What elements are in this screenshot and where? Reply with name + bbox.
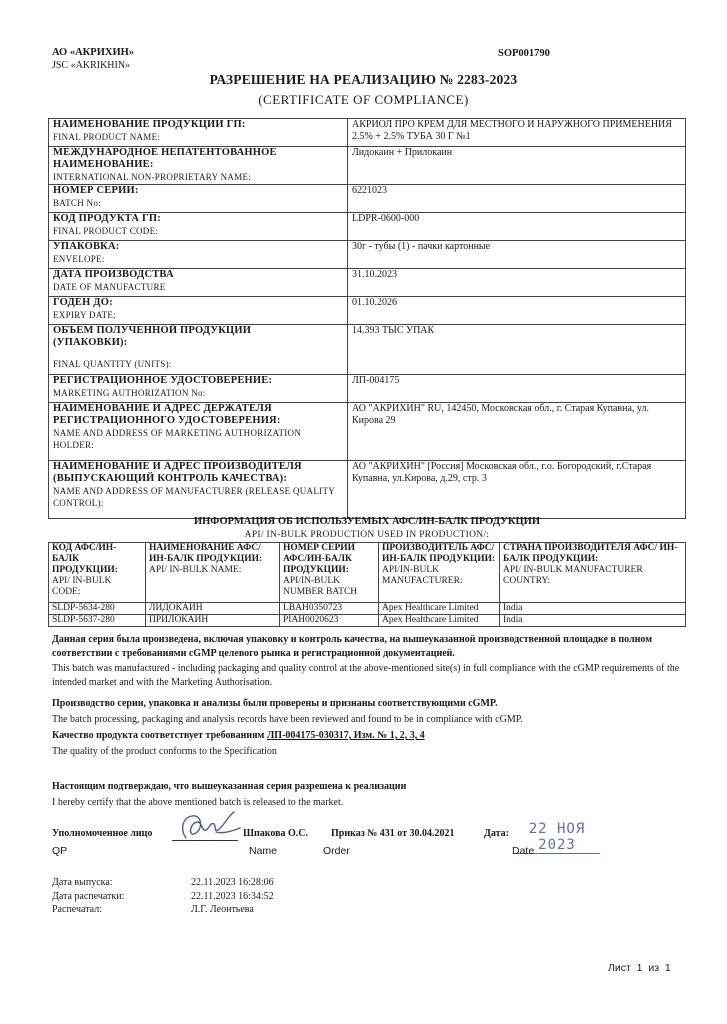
field-label-ru: НАИМЕНОВАНИЕ И АДРЕС ПРОИЗВОДИТЕЛЯ (ВЫПУСКАЮЩИЙ КОНТРОЛЬ КАЧЕСТВА):	[53, 461, 302, 484]
printed-by-value: Л.Г. Леонтьева	[191, 904, 254, 915]
statement-manufacture-ru: Данная серия была произведена, включая упаковку и контроль качества, на вышеуказанной производственной площадке в полном соответствии с требованиями cGMP целевого рынка и регистрационной документацией.	[52, 634, 652, 659]
api-table	[48, 542, 686, 627]
table-row	[49, 119, 686, 147]
header-ru: НАИМЕНОВАНИЕ АФС/ИН-БАЛК ПРОДУКЦИИ:	[149, 543, 263, 564]
statement-quality-en: The quality of the product conforms to the Specification	[52, 746, 277, 757]
field-label-en: BATCH No:	[53, 198, 101, 208]
statement-review-ru: Производство серии, упаковка и анализы были проверены и признаны соответствующими cGMP.	[52, 698, 498, 709]
document-title-ru: РАЗРЕШЕНИЕ НА РЕАЛИЗАЦИЮ № 2283-2023	[209, 72, 518, 87]
api-header-manufacturer	[379, 543, 500, 603]
handwritten-signature	[176, 808, 246, 844]
header-ru: ПРОИЗВОДИТЕЛЬ АФС/ ИН-БАЛК ПРОДУКЦИИ:	[382, 543, 496, 564]
field-label-ru: НАИМЕНОВАНИЕ ПРОДУКЦИИ ГП:	[53, 119, 246, 130]
field-value: АО "АКРИХИН" [Россия] Московская обл., г.о. Богородский, г.Старая Купавна, ул.Кирова, д.29, стр. 3	[348, 461, 686, 519]
api-cell: ЛИДОКАИН	[146, 603, 280, 615]
field-label-ru: РЕГИСТРАЦИОННОЕ УДОСТОВЕРЕНИЕ:	[53, 375, 273, 386]
qp-label: Уполномоченное лицо	[52, 828, 153, 839]
table-row	[49, 403, 686, 461]
table-row	[49, 615, 686, 627]
qp-label-en: QP	[52, 845, 68, 857]
date-label-en: Date	[512, 845, 535, 857]
field-label-en: DATE OF MANUFACTURE	[53, 282, 166, 292]
header-ru: КОД АФС/ИН-БАЛК ПРОДУКЦИИ:	[52, 543, 118, 575]
api-header-code	[49, 543, 146, 603]
field-value: 30г - тубы (1) - пачки картонные	[348, 241, 686, 269]
table-row	[49, 325, 686, 375]
api-header-name	[146, 543, 280, 603]
field-label-ru: УПАКОВКА:	[53, 241, 120, 252]
field-label-en: NAME AND ADDRESS OF MANUFACTURER (RELEASE QUALITY CONTROL):	[53, 486, 335, 508]
field-value: ЛП-004175	[348, 375, 686, 403]
release-date-label: Дата выпуска:	[52, 877, 113, 888]
document-code: SOP001790	[498, 48, 550, 59]
table-row	[49, 185, 686, 213]
field-value: 6221023	[348, 185, 686, 213]
header-en: API/ IN-BULK CODE:	[52, 576, 112, 597]
field-label-en: EXPIRY DATE:	[53, 310, 117, 320]
field-value: Лидокаин + Прилокаин	[348, 147, 686, 185]
field-label-ru: НАИМЕНОВАНИЕ И АДРЕС ДЕРЖАТЕЛЯ РЕГИСТРАЦИОННОГО УДОСТОВЕРЕНИЯ:	[53, 403, 281, 426]
field-label-ru: МЕЖДУНАРОДНОЕ НЕПАТЕНТОВАННОЕ НАИМЕНОВАНИЕ:	[53, 147, 277, 170]
field-value: LDPR-0600-000	[348, 213, 686, 241]
field-label-ru: НОМЕР СЕРИИ:	[53, 185, 139, 196]
api-header-batch	[280, 543, 379, 603]
api-cell: Apex Healthcare Limited	[379, 603, 500, 615]
api-header-country	[500, 543, 686, 603]
api-section-title-en: API/ IN-BULK PRODUCTION USED IN PRODUCTION/:	[244, 530, 490, 540]
product-info-table	[48, 118, 686, 519]
table-row	[49, 375, 686, 403]
table-row	[49, 269, 686, 297]
order-reference: Приказ № 431 от 30.04.2021	[331, 828, 455, 839]
field-label-ru: ДАТА ПРОИЗВОДСТВА	[53, 269, 174, 280]
name-label-en: Name	[249, 845, 278, 857]
company-name-ru: АО «АКРИХИН»	[52, 47, 135, 58]
field-label-ru: ГОДЕН ДО:	[53, 297, 113, 308]
header-en: API/ IN-BULK NAME:	[149, 565, 242, 575]
print-info-values	[191, 876, 274, 917]
document-title-en: (CERTIFICATE OF COMPLIANCE)	[258, 92, 469, 107]
api-cell: SLDP-5634-280	[49, 603, 146, 615]
field-value: 31.10.2023	[348, 269, 686, 297]
release-date-value: 22.11.2023 16:28:06	[191, 877, 274, 888]
header-en: API/IN-BULK MANUFACTURER:	[382, 565, 463, 586]
api-cell: SLDP-5637-280	[49, 615, 146, 627]
field-label-en: INTERNATIONAL NON-PROPRIETARY NAME:	[53, 172, 252, 182]
print-date-value: 22.11.2023 16:34:52	[191, 890, 274, 902]
print-info-labels	[52, 876, 124, 917]
table-row	[49, 603, 686, 615]
printed-by-label: Распечатал:	[52, 904, 102, 915]
field-value: АКРИОЛ ПРО КРЕМ ДЛЯ МЕСТНОГО И НАРУЖНОГО ПРИМЕНЕНИЯ 2.5% + 2.5% ТУБА 30 Г №1	[348, 119, 686, 147]
api-cell: LBAH0350723	[280, 603, 379, 615]
field-label-en: NAME AND ADDRESS OF MARKETING AUTHORIZATION HOLDER:	[53, 428, 302, 450]
statement-manufacture-en: This batch was manufactured - including packaging and quality control at the above-mentioned site(s) in full compliance with the cGMP requirements of the intended market and with the Marketing Authorisation.	[52, 663, 680, 688]
header-en: API/ IN-BULK MANUFACTURER COUNTRY:	[503, 565, 643, 586]
field-label-en: FINAL PRODUCT CODE:	[53, 226, 159, 236]
company-header	[52, 46, 134, 72]
api-cell: ПРИЛОКАИН	[146, 615, 280, 627]
company-name-en: JSC «AKRIKHIN»	[52, 60, 131, 71]
field-label-ru: ОБЪЕМ ПОЛУЧЕННОЙ ПРОДУКЦИИ (УПАКОВКИ):	[53, 325, 252, 348]
table-row	[49, 461, 686, 519]
table-row	[49, 241, 686, 269]
api-cell: India	[500, 615, 686, 627]
api-table-header-row	[49, 543, 686, 603]
api-cell: Apex Healthcare Limited	[379, 615, 500, 627]
release-certification-en: I hereby certify that the above mentioned batch is released to the market.	[52, 797, 344, 808]
statement-quality-ru	[52, 729, 682, 743]
table-row	[49, 297, 686, 325]
release-certification-ru: Настоящим подтверждаю, что вышеуказанная серия разрешена к реализации	[52, 781, 407, 792]
header-ru: СТРАНА ПРОИЗВОДИТЕЛЯ АФС/ ИН-БАЛК ПРОДУКЦИИ:	[503, 543, 678, 564]
qp-name: Шпакова О.С.	[243, 828, 309, 839]
field-value: 01.10.2026	[348, 297, 686, 325]
header-en: API/IN-BULK NUMBER BATCH	[283, 576, 358, 597]
table-row	[49, 213, 686, 241]
header-ru: НОМЕР СЕРИИ АФС/ИН-БАЛК ПРОДУКЦИИ:	[283, 543, 356, 575]
field-label-en: FINAL QUANTITY (UNITS):	[53, 359, 172, 369]
order-label-en: Order	[323, 845, 350, 857]
table-row	[49, 147, 686, 185]
page-counter: Лист 1 из 1	[608, 962, 671, 974]
api-cell: India	[500, 603, 686, 615]
field-label-en: ENVELOPE:	[53, 254, 105, 264]
date-stamp: 22 НОЯ 2023	[514, 821, 600, 854]
print-date-label: Дата распечатки:	[52, 890, 125, 902]
field-value: 14.393 ТЫС УПАК	[348, 325, 686, 375]
api-section-title-ru: ИНФОРМАЦИЯ ОБ ИСПОЛЬЗУЕМЫХ АФС/ИН-БАЛК ПРОДУКЦИИ	[193, 516, 541, 527]
quality-reference: ЛП-004175-030317, Изм. № 1, 2, 3, 4	[266, 730, 425, 741]
date-label: Дата:	[484, 828, 509, 839]
field-value: АО "АКРИХИН" RU, 142450, Московская обл., г. Старая Купавна, ул. Кирова 29	[348, 403, 686, 461]
statement-review-en: The batch processing, packaging and analysis records have been reviewed and found to be in compliance with cGMP.	[52, 714, 523, 725]
field-label-en: MARKETING AUTHORIZATION No:	[53, 388, 206, 398]
api-cell: PIAH0020623	[280, 615, 379, 627]
quality-prefix: Качество продукта соответствует требованиям	[52, 730, 267, 741]
field-label-en: FINAL PRODUCT NAME:	[53, 132, 161, 142]
field-label-ru: КОД ПРОДУКТА ГП:	[53, 213, 161, 224]
